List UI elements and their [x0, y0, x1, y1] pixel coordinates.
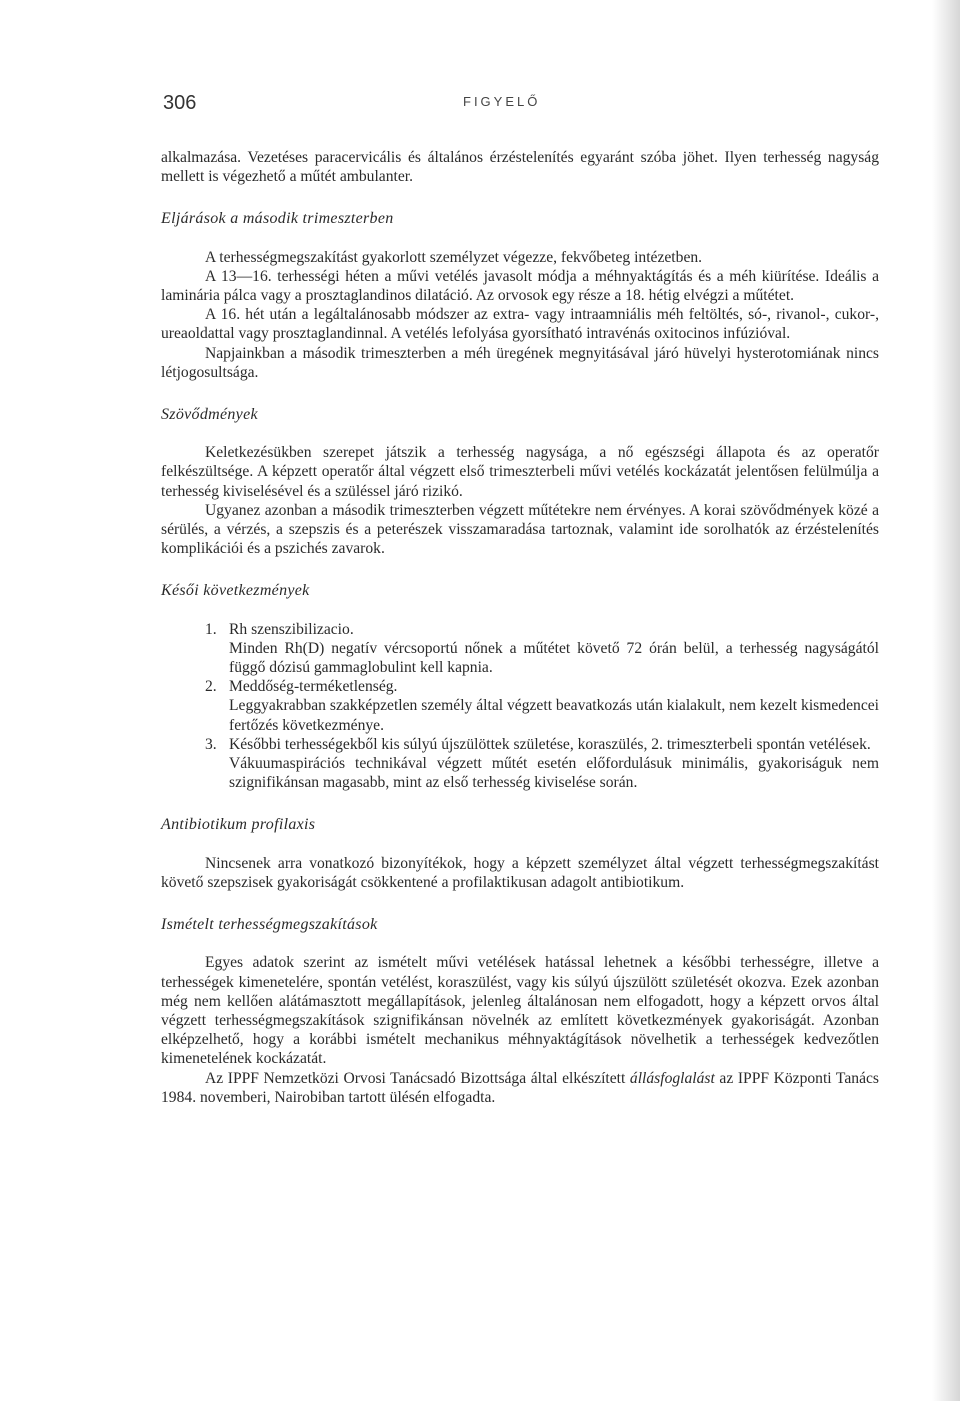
intro-paragraph: alkalmazása. Vezetéses paracervicális és általános érzéstelenítés egyaránt szóba jöhet. Ilyen terhesség nagyság mellett is végezhető a műtét ambulanter. [161, 149, 879, 186]
paragraph: A terhességmegszakítást gyakorlott személyzet végezze, fekvőbeteg intézetben. [205, 248, 703, 266]
list-item-title: Későbbi terhességekből kis súlyú újszülöttek születése, koraszülés, 2. trimeszterbeli spontán vetélések. [229, 735, 871, 753]
list-item-number: 2. [205, 678, 217, 696]
list-item-text: Vákuumaspirációs technikával végzett műtét esetén előfordulásuk minimális, gyakoriságuk nem szignifikánsan magasabb, mint az első terhesség kiviselése során. [229, 755, 879, 792]
page-number: 306 [163, 92, 197, 114]
closing-emphasis: állásfoglalást [629, 1069, 715, 1087]
section-heading: Ismételt terhességmegszakítások [161, 916, 378, 934]
list-item-title: Meddőség-terméketlenség. [229, 678, 398, 696]
list-item-text: Minden Rh(D) negatív vércsoportú nőnek a műtétet követő 72 órán belül, a terhesség nagyságától függő dózisú gammaglobulint kell kapnia. [229, 639, 879, 677]
list-item [161, 677, 879, 735]
closing-paragraph [161, 1069, 879, 1107]
list-item-number: 1. [205, 620, 217, 638]
closing-text-start: Az IPPF Nemzetközi Orvosi Tanácsadó Bizottsága által elkészített [205, 1069, 630, 1087]
list-item-number: 3. [205, 735, 217, 753]
paragraph: Nincsenek arra vonatkozó bizonyítékok, hogy a képzett személyzet által végzett terhességmegszakítást követő szepszisek gyakoriságát csökkentené a profilaktikusan adagolt antibiotikum. [161, 854, 879, 891]
paragraph: Napjainkban a második trimeszterben a méh üregének megnyitásával járó hüvelyi hysterotomiának nincs létjogosultsága. [161, 344, 879, 381]
section-heading: Eljárások a második trimeszterben [161, 210, 394, 228]
section-heading: Késői következmények [161, 582, 310, 600]
list-item-text: Leggyakrabban szakképzetlen személy által végzett beavatkozás után kialakult, nem kezelt kismedencei fertőzés következménye. [229, 697, 879, 734]
section-heading: Antibiotikum profilaxis [161, 816, 316, 834]
closing-text-end: az IPPF Központi Tanács 1984. novemberi, Nairobiban tartott ülésén elfogadta. [161, 1069, 879, 1106]
list-item [161, 735, 879, 793]
running-title: FIGYELŐ [463, 94, 541, 109]
section-heading: Szövődmények [161, 406, 258, 424]
page-header [163, 92, 879, 116]
list-item-title: Rh szenszibilizacio. [229, 620, 354, 638]
paragraph: Ugyanez azonban a második trimeszterben végzett műtétekre nem érvényes. A korai szövődmények közé a sérülés, a vérzés, a szepszis és a peterészek visszamaradása tartoznak, valamint ide sorolhatók az érzéstelenítés komplikációi és a pszichés zavarok. [161, 501, 879, 558]
numbered-list [161, 620, 879, 793]
paragraph: Egyes adatok szerint az ismételt művi vetélések hatással lehetnek a későbbi terhességre, illetve a terhességek kimenetelére, spontán vetélést, koraszülést, vagy kis súlyú újszülött születését okozva. Ezek azonban még nem kellően alátámasztott megállapítások, jelenleg általánosan nem elfogadott, hogy a képzett orvos által végzett terhességmegszakítások szignifikánsan növelnék az említett következmények gyakoriságát. Azonban elképzelhető, hogy a korábbi ismételt mechanikus méhnyaktágítások növelhetik a terhességek kedvezőtlen kimenetelének kockázatát. [161, 954, 879, 1068]
paragraph: Keletkezésükben szerepet játszik a terhesség nagysága, a nő egészségi állapota és az operatőr felkészültsége. A képzett operatőr által végzett első trimeszterbeli művi vetélés kockázatát jelentősen felülmúlja a terhesség kiviselésével és a szüléssel járó rizikó. [161, 444, 879, 500]
page-edge-shadow [932, 0, 960, 1401]
paragraph: A 13—16. terhességi héten a művi vetélés javasolt módja a méhnyaktágítás és a méh kiürítése. Ideális a laminária pálca vagy a prosztaglandinos dilatáció. Az orvosok egy része a 18. hétig elvégzi a műtétet. [161, 267, 879, 305]
paragraph: A 16. hét után a legáltalánosabb módszer az extra- vagy intraamniális méh feltöltés, só-, rivanol-, cukor-, ureaoldattal vagy prosztaglandinnal. A vetélés lefolyása gyorsítható intravénás oxitocinos infúzióval. [161, 306, 879, 343]
list-item [161, 620, 879, 678]
article-body [161, 148, 879, 1107]
